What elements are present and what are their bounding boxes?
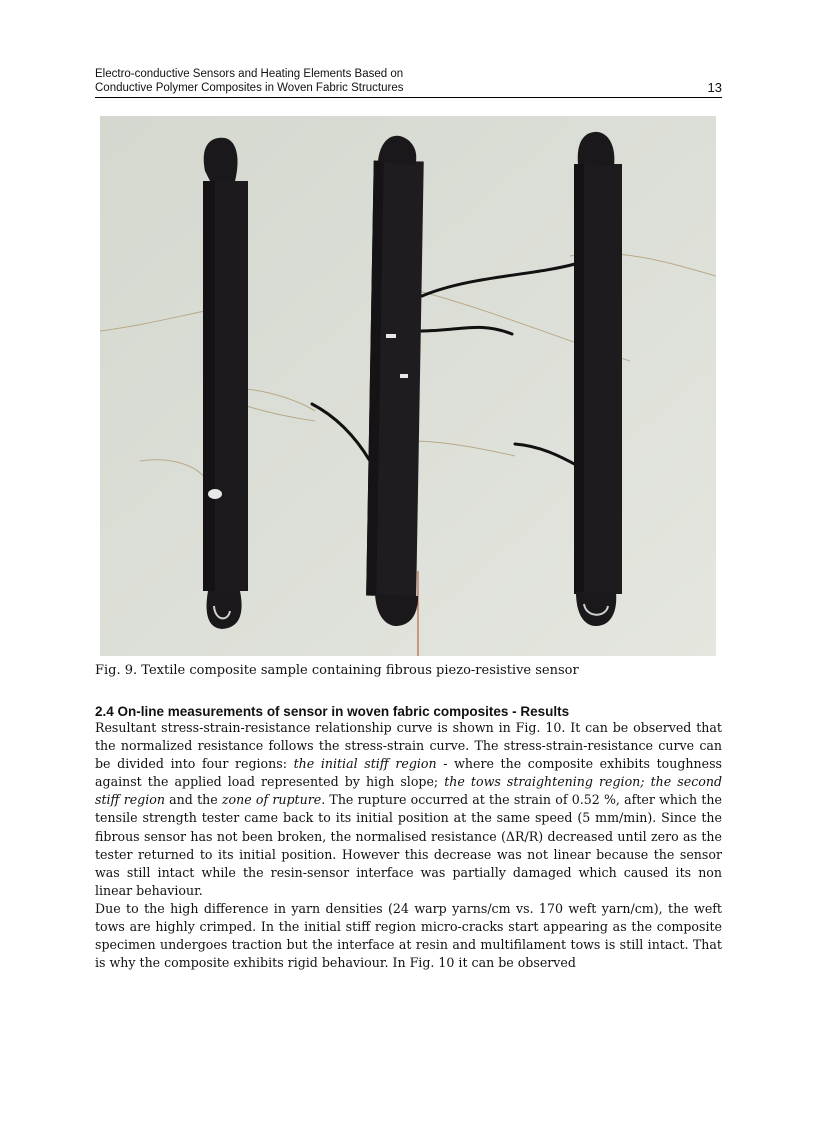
running-header <box>95 67 722 95</box>
term-straightening-and-second-stiff: the tows straightening region; the second stiff region <box>95 774 723 808</box>
body-text <box>95 719 722 972</box>
term-initial-stiff-region: the initial stiff region <box>293 756 437 772</box>
term-zone-of-rupture: zone of rupture <box>221 792 322 808</box>
running-title <box>95 67 615 95</box>
paragraph-2: Due to the high difference in yarn densities (24 warp yarns/cm vs. 170 weft yarn/cm), the weft tows are highly crimped. In the initial stiff region micro-cracks start appearing as the composite specimen undergoes traction but the interface at resin and multifilament tows is still intact. That is why the composite exhibits rigid behaviour. In Fig. 10 it can be observed <box>95 900 722 971</box>
page-number: 13 <box>707 80 722 95</box>
figure-photo <box>100 116 716 656</box>
paragraph-1-part4: . The rupture occurred at the strain of 0.52 %, after which the tensile strength tester came back to its initial position at the same speed (5 mm/min). Since the fibrous sensor has not been broken, the normalised resistance (ΔR/R) decreased until zero as the tester returned to its initial position. However this decrease was not linear because the sensor was still intact while the resin-sensor interface was partially damaged which caused its non linear behaviour. <box>95 792 722 898</box>
header-rule <box>95 97 722 98</box>
sensor-strip-middle <box>366 136 424 626</box>
running-title-line1: Electro-conductive Sensors and Heating Elements Based on <box>95 68 404 80</box>
paragraph-1-part3: and the <box>164 792 222 808</box>
paragraph-1 <box>95 719 722 900</box>
sensor-strip-left <box>203 138 248 629</box>
paragraph-1-part1: Resultant stress-strain-resistance relationship curve is shown in Fig. 10. It can be observed that the normalized resistance follows the stress-strain curve. The stress-strain-resistance curve can be divided into four regions: <box>95 720 722 772</box>
sensor-strip-right <box>574 132 622 626</box>
figure-caption: Fig. 9. Textile composite sample containing fibrous piezo-resistive sensor <box>95 663 579 678</box>
running-title-line2: Conductive Polymer Composites in Woven Fabric Structures <box>95 82 404 94</box>
paragraph-1-part2: - where the composite exhibits toughness against the applied load represented by high slope; <box>95 756 723 790</box>
section-heading: 2.4 On-line measurements of sensor in woven fabric composites - Results <box>95 704 570 719</box>
sensor-samples-image <box>100 116 716 656</box>
